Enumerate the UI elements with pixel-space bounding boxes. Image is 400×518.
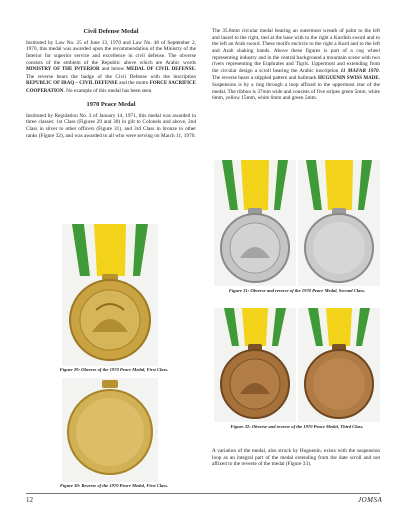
figure-29-caption: Figure 29: Obverse of the 1970 Peace Medal, First Class. <box>59 367 169 372</box>
text-run: The 35.8mm circular medal bearing an outermost wreath of palm to the left and laurel to the right, tied at the base with to the right a Kurdish sword and to the left an Arab sword. These motifs encircle to the right a Kurd and to the left and Arab shaking hands. Above these figures is part of a cog wheel representing industry and in the central background a mountain scene with two rivers representing the Euphrates and Tigris. Uppermost and extending from the circular design a scroll bearing the Arabic inscription <box>212 28 380 75</box>
footer-rule <box>26 493 380 494</box>
ribbon <box>72 224 148 276</box>
text-run: and below <box>99 66 127 73</box>
peace-medal-heading: 1970 Peace Medal <box>86 100 136 108</box>
suspension-loop <box>102 380 118 388</box>
page-number: 12 <box>26 496 33 504</box>
text-run: . No example of this medal has been seen. <box>63 87 153 94</box>
text-run-bold: FORCE SACRIFICE COOPERATION <box>26 81 196 94</box>
text-run: and the motto <box>117 80 150 87</box>
stippled-field <box>76 398 144 466</box>
ribbon <box>224 308 286 346</box>
text-run: Instituted by Law No. 25 of June 13, 1970 and Law No. 48 of September 2, 1970, this medal was awarded upon the recommendation of the Ministry of the Interior for superior service and excellence in civil defense. The obverse consists of the emblem of the Republic above which are Arabic words <box>26 39 196 66</box>
right-column <box>212 28 380 106</box>
figure-32-obverse-photo <box>214 308 296 422</box>
figure-32-caption: Figure 32: Obverse and reverse of the 1970 Peace Medal, Third Class. <box>230 424 364 429</box>
text-run-bold: MINISTRY OF THE INTERIOR <box>26 67 100 73</box>
figure-31-obverse-photo <box>214 160 296 286</box>
journal-name: JOMSA <box>358 496 383 504</box>
left-column <box>26 28 196 143</box>
text-run: . Suspension is by a ring through a loop affixed to the uppermost rear of the medal. The ribbon is 37mm wide and consists of five stripes green 5mm, white 6mm, yellow 15mm, white 6mm and green 5mm. <box>212 74 380 102</box>
ribbon <box>308 308 370 346</box>
text-run-bold: MEDAL OF CIVIL DEFENSE <box>126 67 195 73</box>
stippled-field <box>313 222 365 274</box>
figure-30-photo <box>62 378 158 482</box>
text-run-bold: HUGUENIN SWISS MADE <box>318 75 379 81</box>
variation-paragraph: A variation of the medal, also struck by Huguenin, exists with the suspension loop as an integral part of the medal extending from the date scroll and not affixed to the reverse of the medal (Figure 33). <box>212 448 380 468</box>
civil-defense-heading: Civil Defense Medal <box>83 28 139 35</box>
stippled-field <box>313 358 365 410</box>
figure-32-reverse-photo <box>298 308 380 422</box>
figure-31-caption: Figure 31: Obverse and reverse of the 1970 Peace Medal, Second Class. <box>228 288 366 293</box>
text-run-italic: 11 MAFAR 1970 <box>340 68 379 75</box>
medal-description-paragraph <box>212 28 380 102</box>
text-run: . The reverse bears the badge of the Civil Defense with the inscription <box>26 66 196 80</box>
civil-defense-paragraph <box>26 40 196 95</box>
figure-30-caption: Figure 30: Reverse of the 1970 Peace Medal, First Class. <box>59 483 169 488</box>
figure-29-photo <box>62 224 158 366</box>
figure-31-reverse-photo <box>298 160 380 286</box>
text-run: . The reverse bears a stippled pattern and hallmark <box>212 68 380 81</box>
ribbon <box>222 160 288 210</box>
peace-medal-paragraph: Instituted by Regulation No. 3 of January 14, 1971, this medal was awarded in three classes: 1st Class (Figures 29 and 30) in gilt to Colonels and above, 2nd Class in silver to other officers (Figure 31), and 3rd Class in bronze to other ranks (Figure 32), and was awarded to all who were serving on March 11, 1970. <box>26 112 196 139</box>
ribbon <box>306 160 372 210</box>
text-run-bold: REPUBLIC OF IRAQ – CIVIL DEFENSE <box>26 81 118 87</box>
